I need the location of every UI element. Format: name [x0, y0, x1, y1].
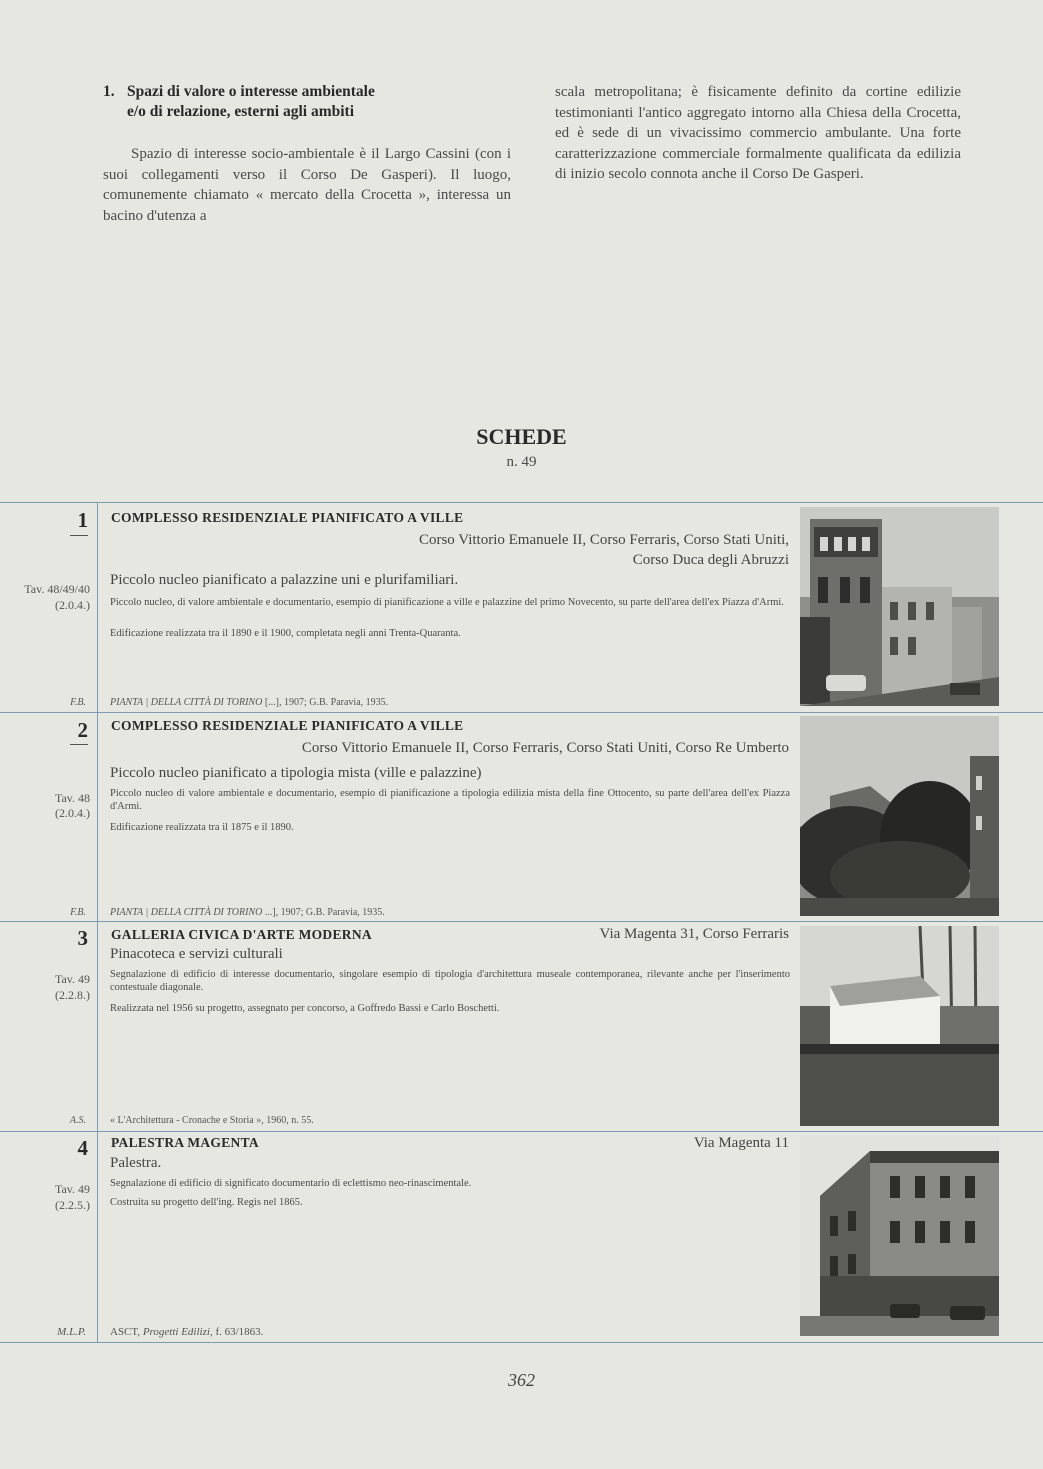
schede-number: n. 49: [506, 454, 537, 470]
entry-source-rest: [...], 1907; G.B. Paravia, 1935.: [262, 697, 389, 708]
entry-title: COMPLESSO RESIDENZIALE PIANIFICATO A VILLE: [111, 718, 464, 733]
entry-dates: Edificazione realizzata tra il 1875 e il 1890.: [110, 822, 294, 833]
entry-description: Piccolo nucleo di valore ambientale e documentario, esempio di pianificazione a tipologia edilizia mista della fine Ottocento, su parte dell'area dell'ex Piazza d'Armi.: [110, 788, 790, 812]
entry-description: Segnalazione di edificio di significato documentario di eclettismo neo-rinascimentale.: [110, 1178, 472, 1189]
entry-title: PALESTRA MAGENTA: [111, 1135, 259, 1150]
intro-text-right: scala metropolitana; è fisicamente definito da cortine edilizie testimonianti l'antico aggregato intorno alla Chiesa della Crocetta, ed è sede di un vivacissimo commercio ambulante. Una forte caratterizzazione commerciale formalmente qualificata da edilizia di inizio secolo connota anche il Corso De Gasperi.: [555, 84, 961, 182]
entry-number: 3: [77, 926, 88, 950]
entry-author: A.S.: [69, 1115, 86, 1126]
entry-title: GALLERIA CIVICA D'ARTE MODERNA: [111, 927, 372, 942]
entry-source-title: PIANTA | DELLA CITTÀ DI TORINO: [110, 907, 263, 918]
entry-dates: Edificazione realizzata tra il 1890 e il 1900, completata negli anni Trenta-Quaranta.: [110, 628, 461, 639]
entry-author: F.B.: [70, 907, 86, 918]
entry-tav: Tav. 49: [54, 972, 90, 986]
section-heading-line2: e/o di relazione, esterni agli ambiti: [127, 103, 355, 120]
entry-address: [589, 1133, 789, 1153]
section-heading: [103, 82, 511, 122]
entry-address-line2: Corso Duca degli Abruzzi: [632, 552, 789, 568]
entry-photo-villas: [800, 507, 999, 706]
entry-description: Piccolo nucleo, di valore ambientale e documentario, esempio di pianificazione a ville e palazzine del primo Novecento, su parte dell'area dell'ex Piazza d'Armi.: [110, 597, 784, 608]
entry-code: (2.2.5.): [55, 1198, 90, 1212]
intro-left-column: [103, 82, 511, 226]
entry-source: [110, 1115, 314, 1126]
entry-photo-trees-villa: [800, 716, 999, 916]
entry-address: [229, 530, 789, 570]
entry-address-line1: Corso Vittorio Emanuele II, Corso Ferraris, Corso Stati Uniti,: [418, 532, 789, 548]
entry-dates: Realizzata nel 1956 su progetto, assegnato per concorso, a Goffredo Bassi e Carlo Boschetti.: [110, 1003, 500, 1014]
entry-source: [110, 907, 385, 918]
entry-source-title: PIANTA | DELLA CITTÀ DI TORINO: [110, 697, 263, 708]
table-column-divider: [97, 502, 98, 1343]
entry-tav: Tav. 48: [54, 791, 90, 805]
entry-number-rule: [70, 535, 88, 536]
entry-photo-palestra: [800, 1136, 999, 1336]
entry-source: [110, 697, 388, 708]
entry-source: [110, 1326, 263, 1338]
entry-subtitle: Palestra.: [110, 1155, 162, 1171]
entry-address: [489, 924, 789, 944]
table-rule-top: [0, 502, 1043, 503]
entry-subtitle: Pinacoteca e servizi culturali: [110, 946, 283, 962]
entry-code: (2.0.4.): [55, 598, 90, 612]
section-heading-line1: Spazi di valore o interesse ambientale: [127, 83, 375, 100]
section-number: 1.: [103, 83, 115, 100]
entry-address-line1: Via Magenta 31, Corso Ferraris: [599, 926, 789, 942]
entry-tav: Tav. 49: [54, 1182, 90, 1196]
entry-source-prefix: ASCT,: [110, 1326, 143, 1338]
entry-description: Segnalazione di edificio di interesse documentario, singolare esempio di tipologia d'architettura museale contemporanea, rilevante anche per l'inserimento contestuale diagonale.: [110, 969, 790, 993]
entry-code: (2.2.8.): [55, 988, 90, 1002]
table-rule: [0, 712, 1043, 713]
entry-tav: Tav. 48/49/40: [24, 582, 90, 596]
entry-photo-gallery: [800, 926, 999, 1126]
entry-source-title: Progetti Edilizi: [142, 1326, 210, 1338]
entry-author: M.L.P.: [57, 1326, 86, 1338]
entry-source-rest: , f. 63/1863.: [209, 1326, 264, 1338]
table-rule: [0, 1131, 1043, 1132]
entry-address-line1: Via Magenta 11: [693, 1135, 789, 1151]
table-rule: [0, 921, 1043, 922]
entry-author: F.B.: [70, 697, 86, 708]
entry-source-rest: « L'Architettura - Cronache e Storia », 1960, n. 55.: [110, 1115, 314, 1126]
entry-code: (2.0.4.): [55, 806, 90, 820]
entry-number: 1: [77, 508, 88, 532]
entry-dates: Costruita su progetto dell'ing. Regis nel 1865.: [110, 1197, 303, 1208]
table-rule-bottom: [0, 1342, 1043, 1343]
intro-right-column: [555, 82, 961, 185]
schede-title: SCHEDE: [476, 424, 567, 449]
entry-number: 4: [77, 1136, 88, 1160]
entry-address-line1: Corso Vittorio Emanuele II, Corso Ferraris, Corso Stati Uniti, Corso Re Umberto: [301, 740, 789, 756]
entry-number: 2: [77, 718, 88, 742]
page-number: 362: [508, 1370, 535, 1390]
entry-address: [149, 738, 789, 758]
entry-title: COMPLESSO RESIDENZIALE PIANIFICATO A VILLE: [111, 510, 464, 525]
entry-number-rule: [70, 744, 88, 745]
entry-subtitle: Piccolo nucleo pianificato a tipologia mista (ville e palazzine): [110, 765, 482, 781]
entry-source-rest: ...], 1907; G.B. Paravia, 1935.: [262, 907, 385, 918]
entry-subtitle: Piccolo nucleo pianificato a palazzine uni e plurifamiliari.: [110, 572, 459, 588]
intro-text-left: Spazio di interesse socio-ambientale è il Largo Cassini (con i suoi collegamenti verso il Corso De Gasperi). Il luogo, comunemente chiamato « mercato della Crocetta », interessa un bacino d'utenza a: [103, 146, 511, 224]
